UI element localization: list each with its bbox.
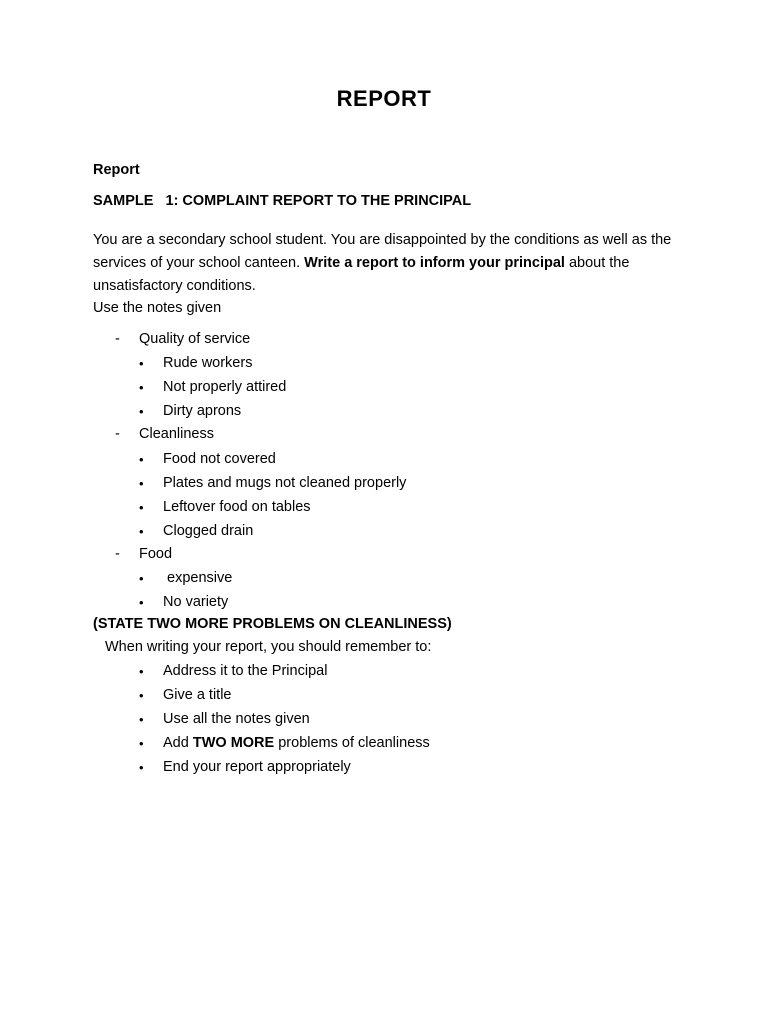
bullet-marker: • xyxy=(139,736,144,751)
bullet-marker: • xyxy=(139,595,144,610)
list-item-text: problems of cleanliness xyxy=(274,735,430,751)
intro-text-bold: Write a report to inform your principal xyxy=(304,255,565,271)
bullet-marker: • xyxy=(139,356,144,371)
list-item: Food not covered xyxy=(163,451,276,467)
bullet-marker: • xyxy=(139,380,144,395)
remember-intro: When writing your report, you should remember to: xyxy=(105,639,432,655)
bullet-marker: • xyxy=(139,404,144,419)
list-item: Use all the notes given xyxy=(163,711,310,727)
list-item: No variety xyxy=(163,594,229,610)
list-item xyxy=(163,735,430,751)
list-item-text: Add xyxy=(163,735,193,751)
notes-heading-cleanliness: Cleanliness xyxy=(139,426,214,442)
bullet-marker: • xyxy=(139,712,144,727)
bullet-marker: • xyxy=(139,760,144,775)
state-instruction: (STATE TWO MORE PROBLEMS ON CLEANLINESS) xyxy=(93,616,452,632)
list-item: Address it to the Principal xyxy=(163,663,328,679)
intro-paragraph xyxy=(93,229,683,298)
intro-text-2: about the unsatisfactory conditions. xyxy=(93,255,630,294)
bullet-marker: • xyxy=(139,688,144,703)
dash-marker: - xyxy=(115,546,120,562)
page-title: REPORT xyxy=(336,86,432,111)
list-item: expensive xyxy=(163,570,233,586)
section-label: Report xyxy=(93,162,140,178)
bullet-marker: • xyxy=(139,500,144,515)
dash-marker: - xyxy=(115,331,120,347)
notes-heading-food: Food xyxy=(139,546,173,562)
notes-heading-quality: Quality of service xyxy=(139,331,251,347)
list-item: End your report appropriately xyxy=(163,759,351,775)
list-item: Clogged drain xyxy=(163,523,254,539)
list-item: Rude workers xyxy=(163,355,253,371)
list-item: Dirty aprons xyxy=(163,403,242,419)
bullet-marker: • xyxy=(139,476,144,491)
sample-heading: SAMPLE 1: COMPLAINT REPORT TO THE PRINCIPAL xyxy=(93,193,472,209)
notes-intro: Use the notes given xyxy=(93,300,222,316)
bullet-marker: • xyxy=(139,664,144,679)
bullet-marker: • xyxy=(139,452,144,467)
bullet-marker: • xyxy=(139,524,144,539)
list-item: Not properly attired xyxy=(163,379,287,395)
list-item-bold: TWO MORE xyxy=(192,735,275,751)
dash-marker: - xyxy=(115,426,120,442)
intro-text-1: You are a secondary school student. You are disappointed by the conditions as well as the services of your school canteen. xyxy=(93,232,672,271)
bullet-marker: • xyxy=(139,571,144,586)
list-item: Give a title xyxy=(163,687,232,703)
list-item: Plates and mugs not cleaned properly xyxy=(163,475,407,491)
list-item: Leftover food on tables xyxy=(163,499,311,515)
